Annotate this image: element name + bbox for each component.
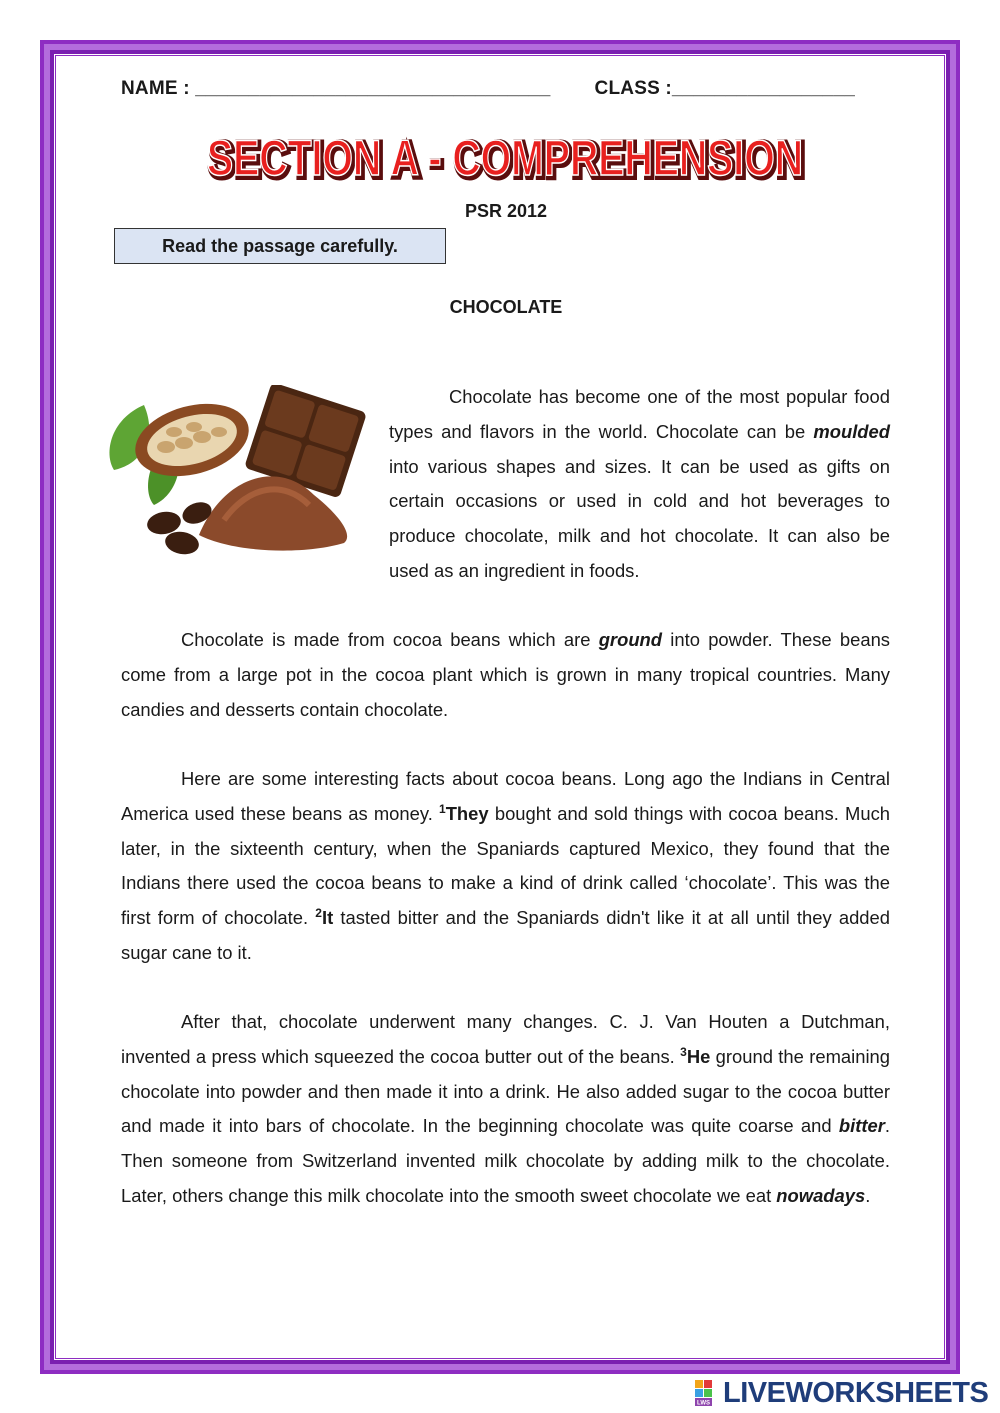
passage-title: CHOCOLATE [449, 297, 563, 317]
vocab-nowadays: nowadays [776, 1184, 866, 1206]
student-info-row [121, 78, 891, 100]
paragraph-2: Chocolate is made from cocoa beans which are ground into powder. These beans come from a large pot in the cocoa plant which is grown in many tropical countries. Many candies and desserts contain chocolate. [121, 629, 890, 720]
banner-text: SECTION A - COMPREHENSION [207, 130, 803, 186]
paragraph-4: After that, chocolate underwent many changes. C. J. Van Houten a Dutchman, invented a press which squeezed the cocoa butter out of the beans. $^3$He ground the remaining chocolate into powder and then made it into a drink. He also added sugar to the cocoa butter and made it into bars of chocolate. In the beginning chocolate was quite coarse and bitter. Then someone from Switzerland invented milk chocolate by adding milk to the chocolate. Later, others change this milk chocolate into the smooth sweet chocolate we eat nowadays. [121, 1011, 890, 1206]
ref-word-it: It [321, 907, 334, 929]
vocab-bitter: bitter [838, 1115, 885, 1137]
class-field-label[interactable]: CLASS :_________________ [594, 78, 855, 99]
instruction-box: Read the passage carefully. [114, 228, 446, 264]
banner-shadow: SECTION A - COMPREHENSION [209, 132, 805, 188]
vocab-ground: ground [598, 629, 663, 650]
name-field-label[interactable]: NAME : _________________________________ [121, 78, 551, 99]
logo-text: LIVEWORKSHEETS [723, 1377, 989, 1409]
paragraph-1: Chocolate has become one of the most popular food types and flavors in the world. Chocolate can be moulded into various shapes and sizes. It can be used as gifts on certain occasions or used in cold and hot beverages to produce chocolate, milk and hot chocolate. It can also be used as an ingredient in foods. [389, 386, 890, 581]
liveworksheets-logo[interactable] [695, 1378, 995, 1408]
chocolate-illustration [104, 385, 374, 560]
section-banner [200, 124, 810, 190]
ref-number-2: 2 [315, 906, 322, 921]
ref-word-he: He [686, 1045, 711, 1067]
paragraph-3: Here are some interesting facts about cocoa beans. Long ago the Indians in Central America used these beans as money. $^1$They bought and sold things with cocoa beans. Much later, in the sixteenth century, when the Spaniards captured Mexico, they found that the Indians there used the cocoa beans to make a kind of drink called ‘chocolate’. This was the first form of chocolate. $^2$It tasted bitter and the Spaniards didn't like it at all until they added sugar cane to it. [121, 768, 890, 963]
ref-number-1: 1 [439, 801, 446, 816]
source-label: PSR 2012 [464, 201, 548, 221]
vocab-moulded: moulded [813, 420, 890, 442]
ref-number-3: 3 [680, 1044, 687, 1059]
svg-text:LWS: LWS [697, 1400, 710, 1406]
ref-word-they: They [445, 802, 489, 824]
logo-badge-icon [695, 1380, 721, 1406]
